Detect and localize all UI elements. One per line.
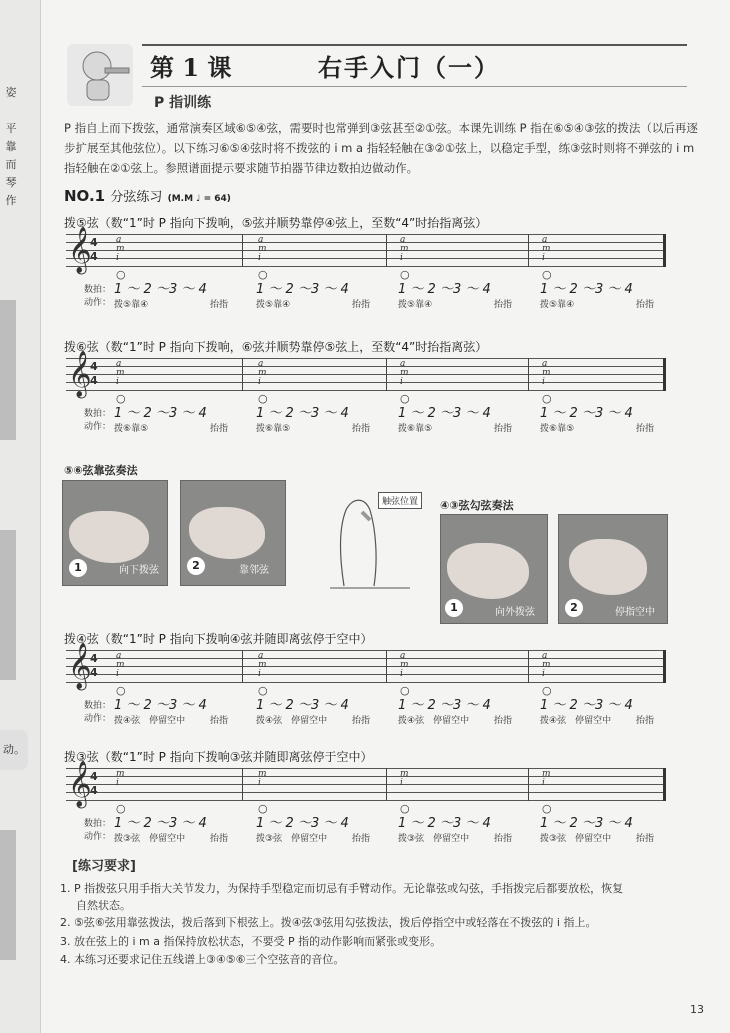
open-string-note: ○ bbox=[258, 268, 268, 281]
page-title: 右手入门（一） bbox=[318, 53, 500, 82]
stroke-action: 拨⑥靠⑤ bbox=[540, 424, 575, 434]
open-string-note: ○ bbox=[116, 392, 126, 405]
bar-line bbox=[242, 234, 243, 267]
note-chord: a m i bbox=[542, 235, 551, 263]
section-subtitle: P 指训练 bbox=[154, 95, 212, 111]
note-chord: a m i bbox=[258, 651, 267, 679]
stroke-action: 拨④弦 停留空中 bbox=[398, 716, 470, 726]
exercise-title: 分弦练习 bbox=[110, 190, 163, 205]
page-number: 13 bbox=[690, 1003, 704, 1016]
margin-char: 靠 bbox=[5, 140, 17, 153]
treble-clef-icon: 𝄞 bbox=[68, 351, 92, 397]
photo-rest-stroke-1 bbox=[62, 480, 168, 586]
count-label: 数拍： bbox=[84, 285, 112, 295]
treble-clef-icon: 𝄞 bbox=[68, 761, 92, 807]
count-label: 数拍： bbox=[84, 701, 112, 711]
lift-action: 抬指 bbox=[636, 300, 655, 310]
beat-count: 1 ～ 2 ～3 ～ 4 bbox=[540, 698, 633, 713]
beat-count: 1 ～ 2 ～3 ～ 4 bbox=[114, 816, 207, 831]
lift-action: 抬指 bbox=[352, 300, 371, 310]
lift-action: 抬指 bbox=[494, 834, 513, 844]
count-label: 数拍： bbox=[84, 819, 112, 829]
music-staff bbox=[66, 351, 666, 405]
count-label: 数拍： bbox=[84, 409, 112, 419]
row-labels bbox=[84, 408, 111, 434]
mascot-illustration bbox=[67, 44, 133, 106]
note-chord: a m i bbox=[258, 359, 267, 387]
note-chord: a m i bbox=[400, 651, 409, 679]
row-labels bbox=[84, 700, 111, 726]
beat-count: 1 ～ 2 ～3 ～ 4 bbox=[398, 698, 491, 713]
time-signature: 4 4 bbox=[90, 770, 98, 797]
row-labels bbox=[84, 284, 111, 310]
requirements-title: [练习要求] bbox=[72, 859, 136, 874]
lesson-number: 第 1 课 bbox=[150, 53, 232, 82]
note-chord: m i bbox=[116, 769, 125, 788]
note-chord: a m i bbox=[116, 235, 125, 263]
open-string-note: ○ bbox=[258, 392, 268, 405]
photo-caption: 靠邻弦 bbox=[239, 565, 269, 576]
final-bar-line bbox=[663, 358, 666, 391]
lift-action: 抬指 bbox=[210, 834, 229, 844]
bar-line bbox=[386, 650, 387, 683]
beat-count: 1 ～ 2 ～3 ～ 4 bbox=[540, 282, 633, 297]
time-signature: 4 4 bbox=[90, 652, 98, 679]
lift-action: 抬指 bbox=[494, 300, 513, 310]
requirement-line: 2. ⑤弦⑥弦用靠弦拨法，拨后落到下根弦上。拨④弦③弦用勾弦拨法，拨后停指空中或轻落在不拨弦的 i 指上。 bbox=[60, 916, 597, 929]
open-string-note: ○ bbox=[258, 802, 268, 815]
margin-photo bbox=[0, 530, 16, 680]
rest-stroke-title: ⑤⑥弦靠弦奏法 bbox=[64, 464, 138, 477]
bar-line bbox=[528, 358, 529, 391]
action-label: 动作： bbox=[84, 298, 112, 308]
stroke-action: 拨⑤靠④ bbox=[398, 300, 433, 310]
open-string-note: ○ bbox=[400, 684, 410, 697]
exercise-instruction: 拨④弦（数“1”时 P 指向下拨响④弦并随即离弦停于空中） bbox=[64, 632, 373, 646]
action-label: 动作： bbox=[84, 422, 112, 432]
lift-action: 抬指 bbox=[352, 834, 371, 844]
open-string-note: ○ bbox=[116, 684, 126, 697]
stroke-action: 拨⑥靠⑤ bbox=[114, 424, 149, 434]
bar-line bbox=[242, 768, 243, 801]
exercise-instruction: 拨⑤弦（数“1”时 P 指向下拨响，⑤弦并顺势靠停④弦上，至数“4”时抬指离弦） bbox=[64, 216, 488, 230]
open-string-note: ○ bbox=[542, 684, 552, 697]
lift-action: 抬指 bbox=[636, 716, 655, 726]
beat-count: 1 ～ 2 ～3 ～ 4 bbox=[256, 282, 349, 297]
note-chord: m i bbox=[258, 769, 267, 788]
time-signature: 4 4 bbox=[90, 360, 98, 387]
beat-count: 1 ～ 2 ～3 ～ 4 bbox=[114, 406, 207, 421]
note-chord: a m i bbox=[400, 235, 409, 263]
bar-line bbox=[386, 768, 387, 801]
requirement-line: 4. 本练习还要求记住五线谱上③④⑤⑥三个空弦音的音位。 bbox=[60, 953, 345, 966]
margin-char: 而 bbox=[5, 158, 17, 171]
stroke-action: 拨④弦 停留空中 bbox=[540, 716, 612, 726]
exercise-instruction: 拨⑥弦（数“1”时 P 指向下拨响，⑥弦并顺势靠停⑤弦上，至数“4”时抬指离弦） bbox=[64, 340, 488, 354]
requirement-line: 3. 放在弦上的 i m a 指保持放松状态，不要受 P 指的动作影响而紧张或变形。 bbox=[60, 935, 442, 948]
stroke-action: 拨③弦 停留空中 bbox=[114, 834, 186, 844]
beat-count: 1 ～ 2 ～3 ～ 4 bbox=[114, 282, 207, 297]
photo-free-stroke-2 bbox=[558, 514, 668, 624]
beat-count: 1 ～ 2 ～3 ～ 4 bbox=[114, 698, 207, 713]
action-label: 动作： bbox=[84, 714, 112, 724]
margin-char: 平 bbox=[5, 122, 17, 135]
stroke-action: 拨⑤靠④ bbox=[256, 300, 291, 310]
beat-count: 1 ～ 2 ～3 ～ 4 bbox=[540, 406, 633, 421]
note-chord: a m i bbox=[258, 235, 267, 263]
lift-action: 抬指 bbox=[494, 716, 513, 726]
beat-count: 1 ～ 2 ～3 ～ 4 bbox=[398, 282, 491, 297]
margin-photo bbox=[0, 300, 16, 440]
row-labels bbox=[84, 818, 111, 844]
lift-action: 抬指 bbox=[636, 834, 655, 844]
photo-step-number: 1 bbox=[69, 559, 87, 577]
final-bar-line bbox=[663, 768, 666, 801]
free-stroke-title: ④③弦勾弦奏法 bbox=[440, 499, 514, 512]
treble-clef-icon: 𝄞 bbox=[68, 643, 92, 689]
music-staff bbox=[66, 227, 666, 281]
photo-step-number: 1 bbox=[445, 599, 463, 617]
note-chord: a m i bbox=[542, 359, 551, 387]
stroke-action: 拨⑥靠⑤ bbox=[398, 424, 433, 434]
open-string-note: ○ bbox=[116, 268, 126, 281]
bar-line bbox=[528, 650, 529, 683]
beat-count: 1 ～ 2 ～3 ～ 4 bbox=[540, 816, 633, 831]
photo-caption: 向下拨弦 bbox=[119, 565, 159, 576]
margin-tab: 动。 bbox=[0, 730, 28, 770]
stroke-action: 拨⑤靠④ bbox=[540, 300, 575, 310]
stroke-action: 拨⑤靠④ bbox=[114, 300, 149, 310]
note-chord: a m i bbox=[116, 651, 125, 679]
margin-photo bbox=[0, 830, 16, 960]
exercise-heading bbox=[64, 186, 231, 205]
lift-action: 抬指 bbox=[210, 424, 229, 434]
beat-count: 1 ～ 2 ～3 ～ 4 bbox=[256, 698, 349, 713]
stroke-action: 拨④弦 停留空中 bbox=[256, 716, 328, 726]
exercise-instruction: 拨③弦（数“1”时 P 指向下拨响③弦并随即离弦停于空中） bbox=[64, 750, 373, 764]
note-chord: m i bbox=[542, 769, 551, 788]
open-string-note: ○ bbox=[542, 802, 552, 815]
stroke-action: 拨③弦 停留空中 bbox=[256, 834, 328, 844]
photo-step-number: 2 bbox=[565, 599, 583, 617]
bar-line bbox=[386, 234, 387, 267]
bar-line bbox=[242, 358, 243, 391]
stroke-action: 拨⑥靠⑤ bbox=[256, 424, 291, 434]
tempo-marking: (M.M ♩ = 64) bbox=[167, 194, 231, 204]
lift-action: 抬指 bbox=[636, 424, 655, 434]
margin-char: 姿 bbox=[5, 86, 17, 99]
photo-caption: 向外拨弦 bbox=[495, 607, 535, 618]
open-string-note: ○ bbox=[400, 392, 410, 405]
open-string-note: ○ bbox=[542, 268, 552, 281]
contact-position-label: 触弦位置 bbox=[378, 492, 422, 509]
bar-line bbox=[386, 358, 387, 391]
photo-free-stroke-1 bbox=[440, 514, 548, 624]
note-chord: a m i bbox=[400, 359, 409, 387]
margin-char: 琴 bbox=[5, 176, 17, 189]
beat-count: 1 ～ 2 ～3 ～ 4 bbox=[398, 816, 491, 831]
margin-char: 作 bbox=[5, 194, 17, 207]
action-label: 动作： bbox=[84, 832, 112, 842]
music-staff bbox=[66, 643, 666, 697]
stroke-action: 拨③弦 停留空中 bbox=[398, 834, 470, 844]
music-staff bbox=[66, 761, 666, 815]
note-chord: a m i bbox=[116, 359, 125, 387]
lift-action: 抬指 bbox=[352, 424, 371, 434]
bar-line bbox=[528, 768, 529, 801]
requirement-line: 1. P 指拨弦只用手指大关节发力，为保持手型稳定而切忌有手臂动作。无论靠弦或勾弦，手指拨完后都要放松，恢复 bbox=[60, 882, 624, 895]
lift-action: 抬指 bbox=[494, 424, 513, 434]
requirement-line: 自然状态。 bbox=[76, 899, 131, 912]
photo-step-number: 2 bbox=[187, 557, 205, 575]
open-string-note: ○ bbox=[400, 268, 410, 281]
lift-action: 抬指 bbox=[352, 716, 371, 726]
note-chord: m i bbox=[400, 769, 409, 788]
time-signature: 4 4 bbox=[90, 236, 98, 263]
photo-rest-stroke-2 bbox=[180, 480, 286, 586]
lift-action: 抬指 bbox=[210, 716, 229, 726]
photo-caption: 停指空中 bbox=[615, 607, 655, 618]
exercise-number: NO.1 bbox=[64, 187, 106, 205]
note-chord: a m i bbox=[542, 651, 551, 679]
treble-clef-icon: 𝄞 bbox=[68, 227, 92, 273]
beat-count: 1 ～ 2 ～3 ～ 4 bbox=[398, 406, 491, 421]
open-string-note: ○ bbox=[116, 802, 126, 815]
beat-count: 1 ～ 2 ～3 ～ 4 bbox=[256, 816, 349, 831]
open-string-note: ○ bbox=[400, 802, 410, 815]
beat-count: 1 ～ 2 ～3 ～ 4 bbox=[256, 406, 349, 421]
bar-line bbox=[242, 650, 243, 683]
intro-paragraph: P 指自上而下拨弦，通常演奏区域⑥⑤④弦，需要时也常弹到③弦甚至②①弦。本课先训练 P 指在⑥⑤④③弦的拨法（以后再逐步扩展至其他弦位）。以下练习⑥⑤④弦时将不拨弦的 i m a 指轻轻触在③②①弦上，以稳定手型，练③弦时则将不弹弦的 i m 指轻触在②①弦上。参照谱面提示要求随节拍器节律边数拍边做动作。 bbox=[64, 121, 698, 175]
stroke-action: 拨④弦 停留空中 bbox=[114, 716, 186, 726]
open-string-note: ○ bbox=[258, 684, 268, 697]
lift-action: 抬指 bbox=[210, 300, 229, 310]
final-bar-line bbox=[663, 234, 666, 267]
final-bar-line bbox=[663, 650, 666, 683]
open-string-note: ○ bbox=[542, 392, 552, 405]
bar-line bbox=[528, 234, 529, 267]
stroke-action: 拨③弦 停留空中 bbox=[540, 834, 612, 844]
